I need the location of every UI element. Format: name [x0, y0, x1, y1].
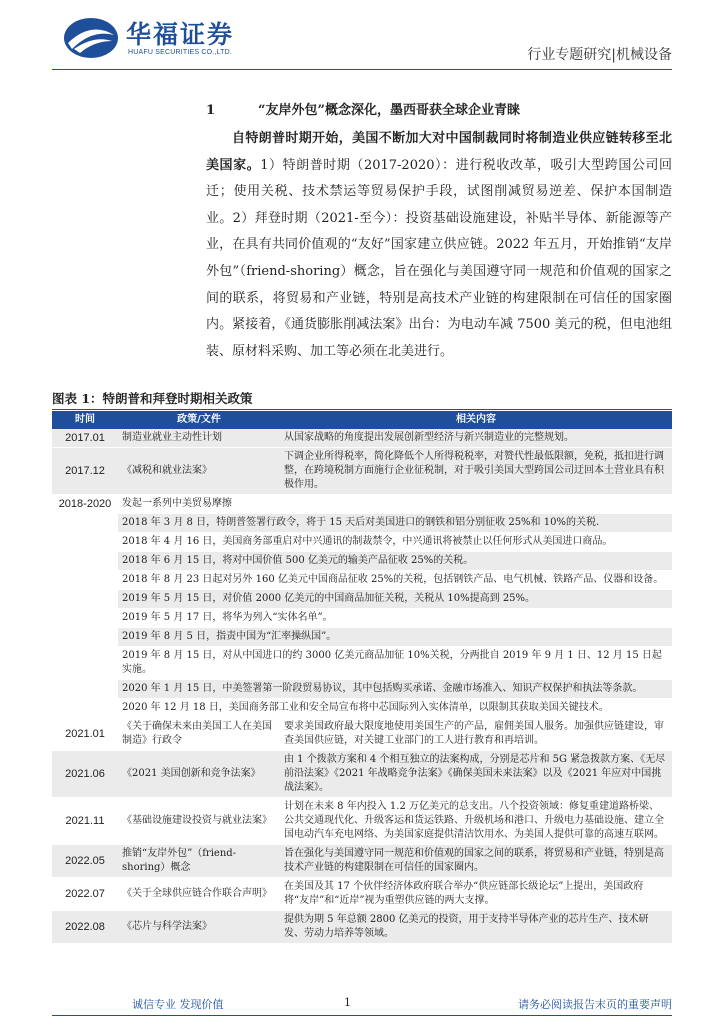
- paragraph-text: 1）特朗普时期（2017-2020）：进行税收改革，吸引大型跨国公司回迁；使用关税、技术禁运等贸易保护手段，试图削减贸易逆差、保护本国制造业。2）拜登时期（2021-至今）：投资基础设施建设，补贴半导体、新能源等产业，在具有共同价值观的“友好”国家建立供应链。2022 年五月，开始推销“友岸外包”（friend-shoring）概念，旨在强化与美国遵守同一规范和价值观的国家之间的联系，将贸易和产业链，特别是高技术产业链的构建限制在可信任的国家圈内。紧接着，《通货膨胀削减法案》出台：为电动车减 7500 美元的税，但电池组装、原材料采购、加工等必须在北美进行。: [206, 157, 672, 359]
- trade-war-event: 2019 年 5 月 17 日，将华为列入“实体名单”。: [118, 609, 672, 628]
- table-row: [52, 878, 672, 911]
- table-subrow: [52, 590, 672, 609]
- row-time: 2022.05: [52, 845, 118, 878]
- table-subrow: [52, 647, 672, 680]
- figure-title: 图表 1：特朗普和拜登时期相关政策: [52, 391, 253, 406]
- row-time: 2017.12: [52, 448, 118, 495]
- header-divider: [52, 69, 672, 70]
- row-content: 旨在强化与美国遵守同一规范和价值观的国家之间的联系，将贸易和产业链，特别是高技术产业链的构建限制在可信任的国家圈内。: [280, 845, 672, 878]
- row-policy: 《关于确保未来由美国工人在美国制造》行政令: [118, 718, 280, 751]
- row-content: 提供为期 5 年总额 2800 亿美元的投资，用于支持半导体产业的芯片生产、技术研发、劳动力培养等领域。: [280, 911, 672, 944]
- table-subrow: [52, 680, 672, 699]
- trade-war-event: 2020 年 12 月 18 日，美国商务部工业和安全局宣布将中芯国际列入实体清单，以限制其获取美国关键技术。: [118, 699, 672, 718]
- row-time: 2021.06: [52, 751, 118, 798]
- row-policy: 《芯片与科学法案》: [118, 911, 280, 944]
- trade-war-event: 2019 年 8 月 15 日，对从中国进口的约 3000 亿美元商品加征 10%关税，分两批自 2019 年 9 月 1 日、12 月 15 日起实施。: [118, 647, 672, 680]
- row-content: 要求美国政府最大限度地使用美国生产的产品，雇佣美国人服务。加强供应链建设，审查美国供应链，对关键工业部门的工人进行教育和再培训。: [280, 718, 672, 751]
- table-row: [52, 429, 672, 448]
- row-time: 2021.11: [52, 798, 118, 845]
- table-row: [52, 448, 672, 495]
- row-content: 计划在未来 8 年内投入 1.2 万亿美元的总支出。八个投资领域：修复重建道路桥梁、公共交通现代化、升级客运和货运铁路、升级机场和港口、升级电力基础设施、建立全国电动汽车充电网络、为美国家庭提供清洁饮用水、为美国人提供可靠的高速互联网。: [280, 798, 672, 845]
- table-row: [52, 845, 672, 878]
- row-policy: 发起一系列中美贸易摩擦: [118, 495, 672, 514]
- table-row: [52, 911, 672, 944]
- row-content: 由 1 个拨款方案和 4 个相互独立的法案构成，分别是芯片和 5G 紧急拨款方案、《无尽前沿法案》《2021 年战略竞争法案》《确保美国未来法案》以及《2021 年应对中国挑战法案》。: [280, 751, 672, 798]
- row-time: 2018-2020: [52, 495, 118, 514]
- footer-disclaimer: 请务必阅读报告末页的重要声明: [518, 998, 672, 1011]
- section-heading: [206, 99, 520, 118]
- table-subrow: [52, 609, 672, 628]
- section-title: “友岸外包”概念深化，墨西哥获全球企业青睐: [258, 103, 520, 118]
- row-time: 2017.01: [52, 429, 118, 448]
- header-policy: 政策/文件: [118, 411, 280, 429]
- row-time: 2022.08: [52, 911, 118, 944]
- table-subrow: [52, 533, 672, 552]
- trade-war-event: 2020 年 1 月 15 日，中美签署第一阶段贸易协议，其中包括购买承诺、金融市场准入、知识产权保护和执法等条款。: [118, 680, 672, 699]
- trade-war-event: 2018 年 3 月 8 日，特朗普签署行政令，将于 15 天后对美国进口的钢铁和铝分别征收 25%和 10%的关税.: [118, 514, 672, 533]
- table-row: [52, 798, 672, 845]
- row-content: 下调企业所得税率，简化降低个人所得税税率，对赞代性最低限额，免税，抵扣进行调整，在跨境税制方面施行企业征税制，对于吸引美国大型跨国公司迂回本土营业具有积极作用。: [280, 448, 672, 495]
- row-time: 2021.01: [52, 718, 118, 751]
- logo-chinese-name: 华福证券: [126, 20, 235, 49]
- company-logo: [62, 15, 252, 61]
- table-subrow: [52, 552, 672, 571]
- footer-slogan: 诚信专业 发现价值: [132, 998, 224, 1011]
- table-subrow: [52, 699, 672, 718]
- table-subrow: [52, 514, 672, 533]
- logo-emblem-icon: [62, 15, 120, 61]
- table-row: [52, 751, 672, 798]
- logo-english-name: HUAFU SECURITIES CO.,LTD.: [128, 49, 233, 56]
- trade-war-event: 2019 年 5 月 15 日，对价值 2000 亿美元的中国商品加征关税，关税从 10%提高到 25%。: [118, 590, 672, 609]
- table-header-row: [52, 411, 672, 429]
- trade-war-event: 2018 年 6 月 15 日，将对中国价值 500 亿美元的输美产品征收 25%的关税。: [118, 552, 672, 571]
- table-row: [52, 718, 672, 751]
- row-policy: 《基础设施建设投资与就业法案》: [118, 798, 280, 845]
- section-number: 1: [206, 103, 216, 118]
- header-time: 时间: [52, 411, 118, 429]
- policy-table: [52, 411, 672, 944]
- header-content: 相关内容: [280, 411, 672, 429]
- trade-war-event: 2018 年 8 月 23 日起对另外 160 亿美元中国商品征收 25%的关税，包括钢铁产品、电气机械、铁路产品、仪器和设备。: [118, 571, 672, 590]
- page-number: 1: [344, 996, 351, 1009]
- footer-divider: [52, 1015, 672, 1016]
- row-content: 在美国及其 17 个伙伴经济体政府联合举办“供应链部长级论坛”上提出，美国政府将“友岸”和“近岸”视为重塑供应链的两大支撑。: [280, 878, 672, 911]
- figure-divider: [52, 409, 672, 410]
- trade-war-event: 2018 年 4 月 16 日，美国商务部重启对中兴通讯的制裁禁令，中兴通讯将被禁止以任何形式从美国进口商品。: [118, 533, 672, 552]
- report-type: 行业专题研究|机械设备: [527, 47, 672, 63]
- row-policy: 推销“友岸外包”（friend-shoring）概念: [118, 845, 280, 878]
- row-policy: 《2021 美国创新和竞争法案》: [118, 751, 280, 798]
- lead-sentence: 自特朗普时期开始，美国不断加大对中国制裁同时将制造业供应链转移至北美国家。: [206, 131, 672, 173]
- table-subrow: [52, 628, 672, 647]
- row-time: 2022.07: [52, 878, 118, 911]
- row-policy: 制造业就业主动性计划: [118, 429, 280, 448]
- trade-war-event: 2019 年 8 月 5 日，指责中国为“汇率操纵国”。: [118, 628, 672, 647]
- row-policy: 《关于全球供应链合作联合声明》: [118, 878, 280, 911]
- table-subrow: [52, 571, 672, 590]
- body-paragraph: [206, 126, 672, 365]
- table-row: [52, 495, 672, 514]
- row-content: 从国家战略的角度提出发展创新型经济与新兴制造业的完整规划。: [280, 429, 672, 448]
- row-policy: 《减税和就业法案》: [118, 448, 280, 495]
